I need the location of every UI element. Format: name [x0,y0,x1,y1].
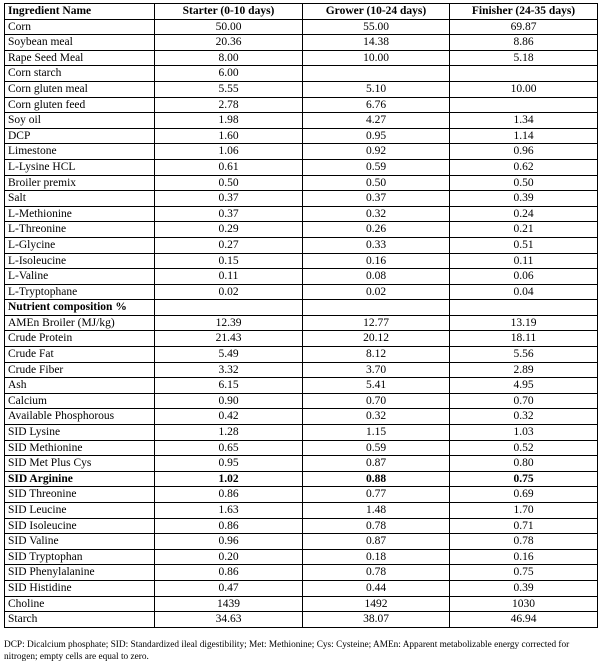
table-row [5,534,598,550]
grower-value-cell: 55.00 [303,19,450,35]
starter-value-cell: 0.15 [155,253,303,269]
table-row [5,284,598,300]
finisher-value-cell: 0.62 [450,159,598,175]
starter-value-cell: 21.43 [155,331,303,347]
starter-value-cell: 1.63 [155,503,303,519]
finisher-value-cell: 0.06 [450,269,598,285]
starter-value-cell: 1.28 [155,425,303,441]
ingredient-name-cell: SID Methionine [5,440,155,456]
finisher-value-cell: 0.96 [450,144,598,160]
finisher-value-cell: 18.11 [450,331,598,347]
finisher-value-cell: 1.03 [450,425,598,441]
grower-value-cell: 0.92 [303,144,450,160]
finisher-value-cell: 46.94 [450,612,598,628]
finisher-value-cell: 0.32 [450,409,598,425]
starter-value-cell: 0.02 [155,284,303,300]
finisher-value-cell: 5.56 [450,347,598,363]
ingredient-name-cell: L-Glycine [5,237,155,253]
starter-value-cell: 20.36 [155,35,303,51]
finisher-value-cell: 0.51 [450,237,598,253]
table-row [5,128,598,144]
starter-value-cell: 0.47 [155,580,303,596]
grower-value-cell: 1.15 [303,425,450,441]
ingredient-name-cell: Rape Seed Meal [5,50,155,66]
ingredient-name-cell: SID Threonine [5,487,155,503]
ingredient-name-cell: SID Arginine [5,471,155,487]
starter-value-cell: 0.27 [155,237,303,253]
starter-value-cell: 0.86 [155,518,303,534]
header-starter: Starter (0-10 days) [155,4,303,20]
finisher-value-cell: 8.86 [450,35,598,51]
table-row [5,331,598,347]
starter-value-cell: 0.95 [155,456,303,472]
ingredient-name-cell: L-Isoleucine [5,253,155,269]
ingredient-name-cell: Available Phosphorous [5,409,155,425]
grower-value-cell: 4.27 [303,113,450,129]
ingredient-name-cell: Nutrient composition % [5,300,155,316]
ingredient-name-cell: Salt [5,191,155,207]
finisher-value-cell: 1030 [450,596,598,612]
ingredient-name-cell: Choline [5,596,155,612]
ingredient-name-cell: Corn starch [5,66,155,82]
grower-value-cell: 0.44 [303,580,450,596]
finisher-value-cell: 69.87 [450,19,598,35]
finisher-value-cell: 0.24 [450,206,598,222]
starter-value-cell: 1.98 [155,113,303,129]
table-row [5,50,598,66]
table-row [5,440,598,456]
table-row [5,409,598,425]
grower-value-cell: 0.77 [303,487,450,503]
table-row [5,347,598,363]
starter-value-cell: 1.60 [155,128,303,144]
header-grower: Grower (10-24 days) [303,4,450,20]
ingredient-name-cell: Corn gluten meal [5,81,155,97]
grower-value-cell [303,66,450,82]
table-row [5,66,598,82]
ingredient-name-cell: SID Leucine [5,503,155,519]
grower-value-cell: 0.16 [303,253,450,269]
grower-value-cell: 8.12 [303,347,450,363]
table-row [5,19,598,35]
table-row [5,425,598,441]
starter-value-cell: 3.32 [155,362,303,378]
ingredient-name-cell: SID Met Plus Cys [5,456,155,472]
grower-value-cell: 0.08 [303,269,450,285]
grower-value-cell: 0.33 [303,237,450,253]
table-row [5,81,598,97]
header-ingredient-name: Ingredient Name [5,4,155,20]
starter-value-cell: 0.86 [155,487,303,503]
ingredient-name-cell: L-Valine [5,269,155,285]
ingredient-name-cell: Corn gluten feed [5,97,155,113]
finisher-value-cell: 1.70 [450,503,598,519]
grower-value-cell: 0.32 [303,206,450,222]
ingredient-name-cell: SID Isoleucine [5,518,155,534]
grower-value-cell: 3.70 [303,362,450,378]
table-row [5,456,598,472]
grower-value-cell: 0.59 [303,159,450,175]
finisher-value-cell [450,97,598,113]
table-row [5,393,598,409]
table-row [5,518,598,534]
grower-value-cell [303,300,450,316]
grower-value-cell: 1492 [303,596,450,612]
starter-value-cell: 5.49 [155,347,303,363]
ingredient-name-cell: DCP [5,128,155,144]
finisher-value-cell: 1.14 [450,128,598,144]
finisher-value-cell: 4.95 [450,378,598,394]
finisher-value-cell: 0.70 [450,393,598,409]
grower-value-cell: 0.37 [303,191,450,207]
finisher-value-cell: 0.16 [450,549,598,565]
ingredient-name-cell: L-Threonine [5,222,155,238]
ingredient-name-cell: Crude Protein [5,331,155,347]
ingredient-name-cell: SID Lysine [5,425,155,441]
table-row [5,471,598,487]
grower-value-cell: 0.50 [303,175,450,191]
ingredient-name-cell: Ash [5,378,155,394]
finisher-value-cell: 2.89 [450,362,598,378]
table-row [5,549,598,565]
grower-value-cell: 38.07 [303,612,450,628]
grower-value-cell: 20.12 [303,331,450,347]
ingredient-name-cell: SID Histidine [5,580,155,596]
ingredient-name-cell: L-Methionine [5,206,155,222]
table-row [5,237,598,253]
table-row [5,35,598,51]
header-finisher: Finisher (24-35 days) [450,4,598,20]
starter-value-cell: 0.20 [155,549,303,565]
finisher-value-cell: 13.19 [450,315,598,331]
table-row [5,565,598,581]
starter-value-cell: 0.37 [155,191,303,207]
grower-value-cell: 0.78 [303,518,450,534]
table-row [5,206,598,222]
finisher-value-cell: 0.39 [450,191,598,207]
starter-value-cell: 0.96 [155,534,303,550]
finisher-value-cell: 0.39 [450,580,598,596]
finisher-value-cell: 10.00 [450,81,598,97]
table-row [5,503,598,519]
ingredient-name-cell: Crude Fiber [5,362,155,378]
table-row [5,362,598,378]
grower-value-cell: 5.10 [303,81,450,97]
starter-value-cell: 0.42 [155,409,303,425]
ingredient-name-cell: L-Tryptophane [5,284,155,300]
finisher-value-cell: 0.50 [450,175,598,191]
section-header-row [5,300,598,316]
grower-value-cell: 0.32 [303,409,450,425]
starter-value-cell: 0.65 [155,440,303,456]
grower-value-cell: 0.95 [303,128,450,144]
ingredient-name-cell: L-Lysine HCL [5,159,155,175]
table-row [5,144,598,160]
grower-value-cell: 1.48 [303,503,450,519]
ingredient-name-cell: SID Tryptophan [5,549,155,565]
table-row [5,97,598,113]
table-footnote: DCP: Dicalcium phosphate; SID: Standardized ileal digestibility; Met: Methionine; Cys: Cysteine; AMEn: Apparent metabolizable energy corrected for nitrogen; empty cells are equal to zero. [4,640,570,662]
starter-value-cell: 5.55 [155,81,303,97]
ingredient-name-cell: Limestone [5,144,155,160]
finisher-value-cell [450,66,598,82]
table-row [5,596,598,612]
finisher-value-cell: 0.71 [450,518,598,534]
table-body [5,19,598,627]
table-row [5,378,598,394]
ingredient-name-cell: Soy oil [5,113,155,129]
grower-value-cell: 6.76 [303,97,450,113]
starter-value-cell: 0.61 [155,159,303,175]
table-row [5,113,598,129]
starter-value-cell: 6.00 [155,66,303,82]
table-row [5,315,598,331]
grower-value-cell: 0.59 [303,440,450,456]
grower-value-cell: 12.77 [303,315,450,331]
ingredient-name-cell: SID Valine [5,534,155,550]
grower-value-cell: 0.70 [303,393,450,409]
table-row [5,612,598,628]
finisher-value-cell: 1.34 [450,113,598,129]
table-row [5,487,598,503]
finisher-value-cell: 0.11 [450,253,598,269]
diet-composition-table-container [4,3,597,628]
finisher-value-cell [450,300,598,316]
starter-value-cell: 0.29 [155,222,303,238]
finisher-value-cell: 0.52 [450,440,598,456]
starter-value-cell: 0.37 [155,206,303,222]
starter-value-cell: 34.63 [155,612,303,628]
starter-value-cell: 2.78 [155,97,303,113]
grower-value-cell: 0.88 [303,471,450,487]
ingredient-name-cell: SID Phenylalanine [5,565,155,581]
ingredient-name-cell: Broiler premix [5,175,155,191]
ingredient-name-cell: Starch [5,612,155,628]
finisher-value-cell: 0.21 [450,222,598,238]
starter-value-cell: 1.02 [155,471,303,487]
grower-value-cell: 0.87 [303,534,450,550]
finisher-value-cell: 0.75 [450,565,598,581]
grower-value-cell: 0.87 [303,456,450,472]
starter-value-cell: 12.39 [155,315,303,331]
table-header-row [5,4,598,20]
starter-value-cell [155,300,303,316]
starter-value-cell: 1.06 [155,144,303,160]
table-row [5,269,598,285]
finisher-value-cell: 5.18 [450,50,598,66]
finisher-value-cell: 0.04 [450,284,598,300]
grower-value-cell: 0.26 [303,222,450,238]
ingredient-name-cell: AMEn Broiler (MJ/kg) [5,315,155,331]
table-row [5,222,598,238]
finisher-value-cell: 0.78 [450,534,598,550]
finisher-value-cell: 0.75 [450,471,598,487]
grower-value-cell: 10.00 [303,50,450,66]
ingredient-name-cell: Corn [5,19,155,35]
table-row [5,253,598,269]
ingredient-name-cell: Crude Fat [5,347,155,363]
starter-value-cell: 0.11 [155,269,303,285]
diet-composition-table [4,3,598,628]
starter-value-cell: 50.00 [155,19,303,35]
grower-value-cell: 0.18 [303,549,450,565]
table-row [5,580,598,596]
starter-value-cell: 0.50 [155,175,303,191]
table-row [5,191,598,207]
starter-value-cell: 0.86 [155,565,303,581]
table-row [5,175,598,191]
starter-value-cell: 1439 [155,596,303,612]
table-row [5,159,598,175]
starter-value-cell: 0.90 [155,393,303,409]
starter-value-cell: 6.15 [155,378,303,394]
grower-value-cell: 5.41 [303,378,450,394]
finisher-value-cell: 0.69 [450,487,598,503]
grower-value-cell: 0.02 [303,284,450,300]
grower-value-cell: 14.38 [303,35,450,51]
starter-value-cell: 8.00 [155,50,303,66]
ingredient-name-cell: Calcium [5,393,155,409]
grower-value-cell: 0.78 [303,565,450,581]
finisher-value-cell: 0.80 [450,456,598,472]
ingredient-name-cell: Soybean meal [5,35,155,51]
